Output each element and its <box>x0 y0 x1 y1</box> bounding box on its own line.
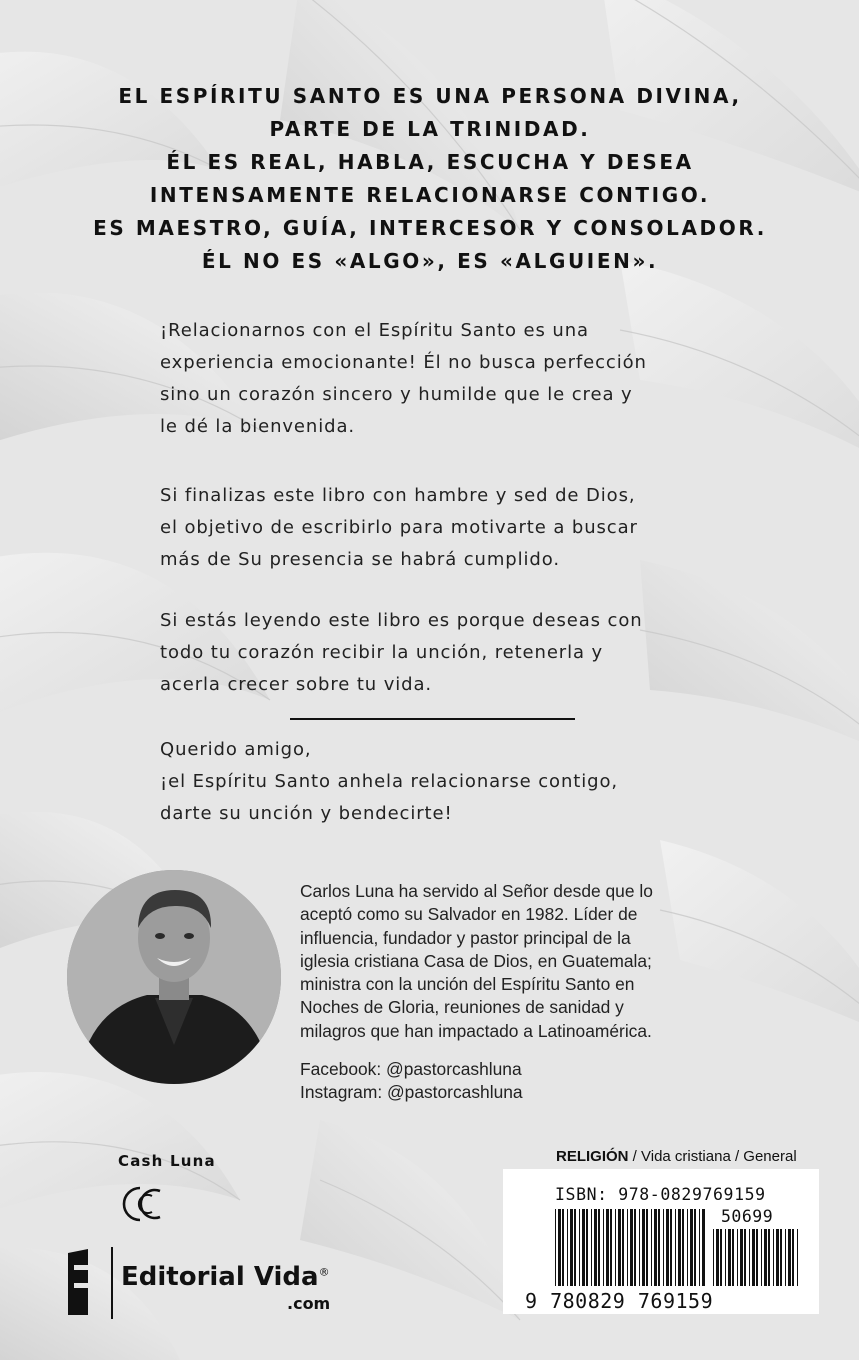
barcode-bar <box>574 1209 576 1286</box>
barcode-bar <box>716 1229 719 1286</box>
headline-line: ES MAESTRO, GUÍA, INTERCESOR Y CONSOLADOR. <box>93 216 767 240</box>
paragraph-line: todo tu corazón recibir la unción, retenerla y <box>160 642 604 663</box>
barcode-bar <box>740 1229 743 1286</box>
barcode-bar <box>594 1209 597 1286</box>
cash-luna-logo-icon <box>116 1183 170 1225</box>
headline-line: INTENSAMENTE RELACIONARSE CONTIGO. <box>149 183 711 207</box>
barcode-bar <box>725 1229 726 1286</box>
barcode-bar <box>744 1229 746 1286</box>
barcode-bar <box>562 1209 564 1286</box>
addon-barcode-bars <box>713 1229 801 1286</box>
barcode-bar <box>687 1209 688 1286</box>
barcode-bar <box>558 1209 561 1286</box>
barcode-bar <box>666 1209 669 1286</box>
paragraph-line: sino un corazón sincero y humilde que le crea y <box>160 384 633 405</box>
barcode-bar <box>720 1229 722 1286</box>
barcode-bar <box>586 1209 588 1286</box>
barcode-bar <box>622 1209 624 1286</box>
barcode-bar <box>670 1209 672 1286</box>
barcode-bar <box>606 1209 609 1286</box>
section-divider <box>290 718 575 720</box>
paragraph-line: más de Su presencia se habrá cumplido. <box>160 549 560 570</box>
publisher-name-text: Editorial Vida <box>121 1262 319 1292</box>
book-category <box>556 1148 797 1165</box>
barcode-bar <box>773 1229 774 1286</box>
barcode-bar <box>663 1209 664 1286</box>
headline-line: ÉL NO ES «ALGO», ES «ALGUIEN». <box>201 249 659 273</box>
bio-line: ministra con la unción del Espíritu Santo en <box>300 974 635 995</box>
barcode-bar <box>555 1209 556 1286</box>
headline-line: PARTE DE LA TRINIDAD. <box>269 117 591 141</box>
barcode-bar <box>737 1229 738 1286</box>
barcode-bar <box>702 1209 705 1286</box>
headline-line: EL ESPÍRITU SANTO ES UNA PERSONA DIVINA, <box>118 84 742 108</box>
paragraph-1 <box>160 315 760 443</box>
author-name: Cash Luna <box>118 1152 216 1170</box>
paragraph-line: ¡Relacionarnos con el Espíritu Santo es una <box>160 320 589 341</box>
ean-barcode-bars <box>555 1209 707 1286</box>
paragraph-line: Si finalizas este libro con hambre y sed de Dios, <box>160 485 636 506</box>
barcode-bar <box>732 1229 734 1286</box>
barcode-bar <box>642 1209 645 1286</box>
bio-line: Carlos Luna ha servido al Señor desde que lo <box>300 881 653 901</box>
barcode-bar <box>785 1229 786 1286</box>
barcode-bar <box>797 1229 798 1286</box>
isbn-barcode <box>503 1169 819 1314</box>
barcode-bar <box>630 1209 633 1286</box>
barcode-bar <box>570 1209 573 1286</box>
bio-line: influencia, fundador y pastor principal de la <box>300 927 631 948</box>
barcode-bar <box>615 1209 616 1286</box>
barcode-bar <box>749 1229 750 1286</box>
paragraph-line: experiencia emocionante! Él no busca perfección <box>160 352 647 373</box>
paragraph-line: Si estás leyendo este libro es porque deseas con <box>160 610 643 631</box>
category-rest: / Vida cristiana / General <box>628 1148 797 1165</box>
barcode-bar <box>610 1209 612 1286</box>
barcode-bar <box>682 1209 684 1286</box>
publisher-name <box>121 1262 330 1292</box>
barcode-bar <box>768 1229 770 1286</box>
bio-line: Noches de Gloria, reuniones de sanidad y <box>300 997 624 1018</box>
barcode-bar <box>776 1229 779 1286</box>
barcode-bar <box>582 1209 585 1286</box>
social-handles <box>300 1058 700 1105</box>
barcode-bar <box>764 1229 767 1286</box>
registered-mark: ® <box>318 1265 330 1279</box>
barcode-bar <box>788 1229 791 1286</box>
barcode-bar <box>699 1209 700 1286</box>
facebook-handle: Facebook: @pastorcashluna <box>300 1059 522 1079</box>
barcode-bar <box>651 1209 652 1286</box>
bio-line: iglesia cristiana Casa de Dios, en Guatemala; <box>300 950 652 971</box>
ean-digits: 9 780829 769159 <box>525 1289 714 1313</box>
barcode-bar <box>627 1209 628 1286</box>
publisher-separator <box>111 1247 113 1319</box>
barcode-bar <box>780 1229 782 1286</box>
paragraph-line: ¡el Espíritu Santo anhela relacionarse contigo, <box>160 771 618 792</box>
barcode-bar <box>603 1209 604 1286</box>
barcode-bar <box>728 1229 731 1286</box>
barcode-bar <box>675 1209 676 1286</box>
headline <box>60 80 800 278</box>
barcode-bar <box>639 1209 640 1286</box>
barcode-bar <box>654 1209 657 1286</box>
instagram-handle: Instagram: @pastorcashluna <box>300 1082 523 1103</box>
barcode-bar <box>694 1209 696 1286</box>
barcode-bar <box>591 1209 592 1286</box>
barcode-bar <box>761 1229 762 1286</box>
barcode-bar <box>634 1209 636 1286</box>
barcode-bar <box>678 1209 681 1286</box>
paragraph-2 <box>160 480 760 576</box>
barcode-bar <box>713 1229 714 1286</box>
barcode-bar <box>618 1209 621 1286</box>
barcode-bar <box>646 1209 648 1286</box>
barcode-bar <box>658 1209 660 1286</box>
publisher-domain: .com <box>287 1294 331 1313</box>
author-bio <box>300 880 820 1043</box>
bio-line: aceptó como su Salvador en 1982. Líder de <box>300 904 638 925</box>
barcode-bar <box>756 1229 758 1286</box>
editorial-vida-mark-icon <box>66 1247 100 1317</box>
bio-line: milagros que han impactado a Latinoamérica. <box>300 1020 652 1041</box>
isbn-label: ISBN: 978-0829769159 <box>555 1185 766 1204</box>
headline-line: ÉL ES REAL, HABLA, ESCUCHA Y DESEA <box>166 150 694 174</box>
barcode-bar <box>752 1229 755 1286</box>
category-primary: RELIGIÓN <box>556 1148 629 1165</box>
barcode-bar <box>792 1229 794 1286</box>
barcode-bar <box>567 1209 568 1286</box>
addon-digits: 50699 <box>721 1207 774 1226</box>
paragraph-line: el objetivo de escribirlo para motivarte a buscar <box>160 517 638 538</box>
paragraph-3 <box>160 605 760 701</box>
paragraph-line: darte su unción y bendecirte! <box>160 803 453 824</box>
closing-paragraph <box>160 734 760 830</box>
paragraph-line: acerla crecer sobre tu vida. <box>160 674 433 695</box>
barcode-bar <box>579 1209 580 1286</box>
paragraph-line: le dé la bienvenida. <box>160 416 355 437</box>
author-photo <box>67 870 281 1084</box>
barcode-bar <box>598 1209 600 1286</box>
barcode-bar <box>690 1209 693 1286</box>
paragraph-line: Querido amigo, <box>160 739 312 760</box>
